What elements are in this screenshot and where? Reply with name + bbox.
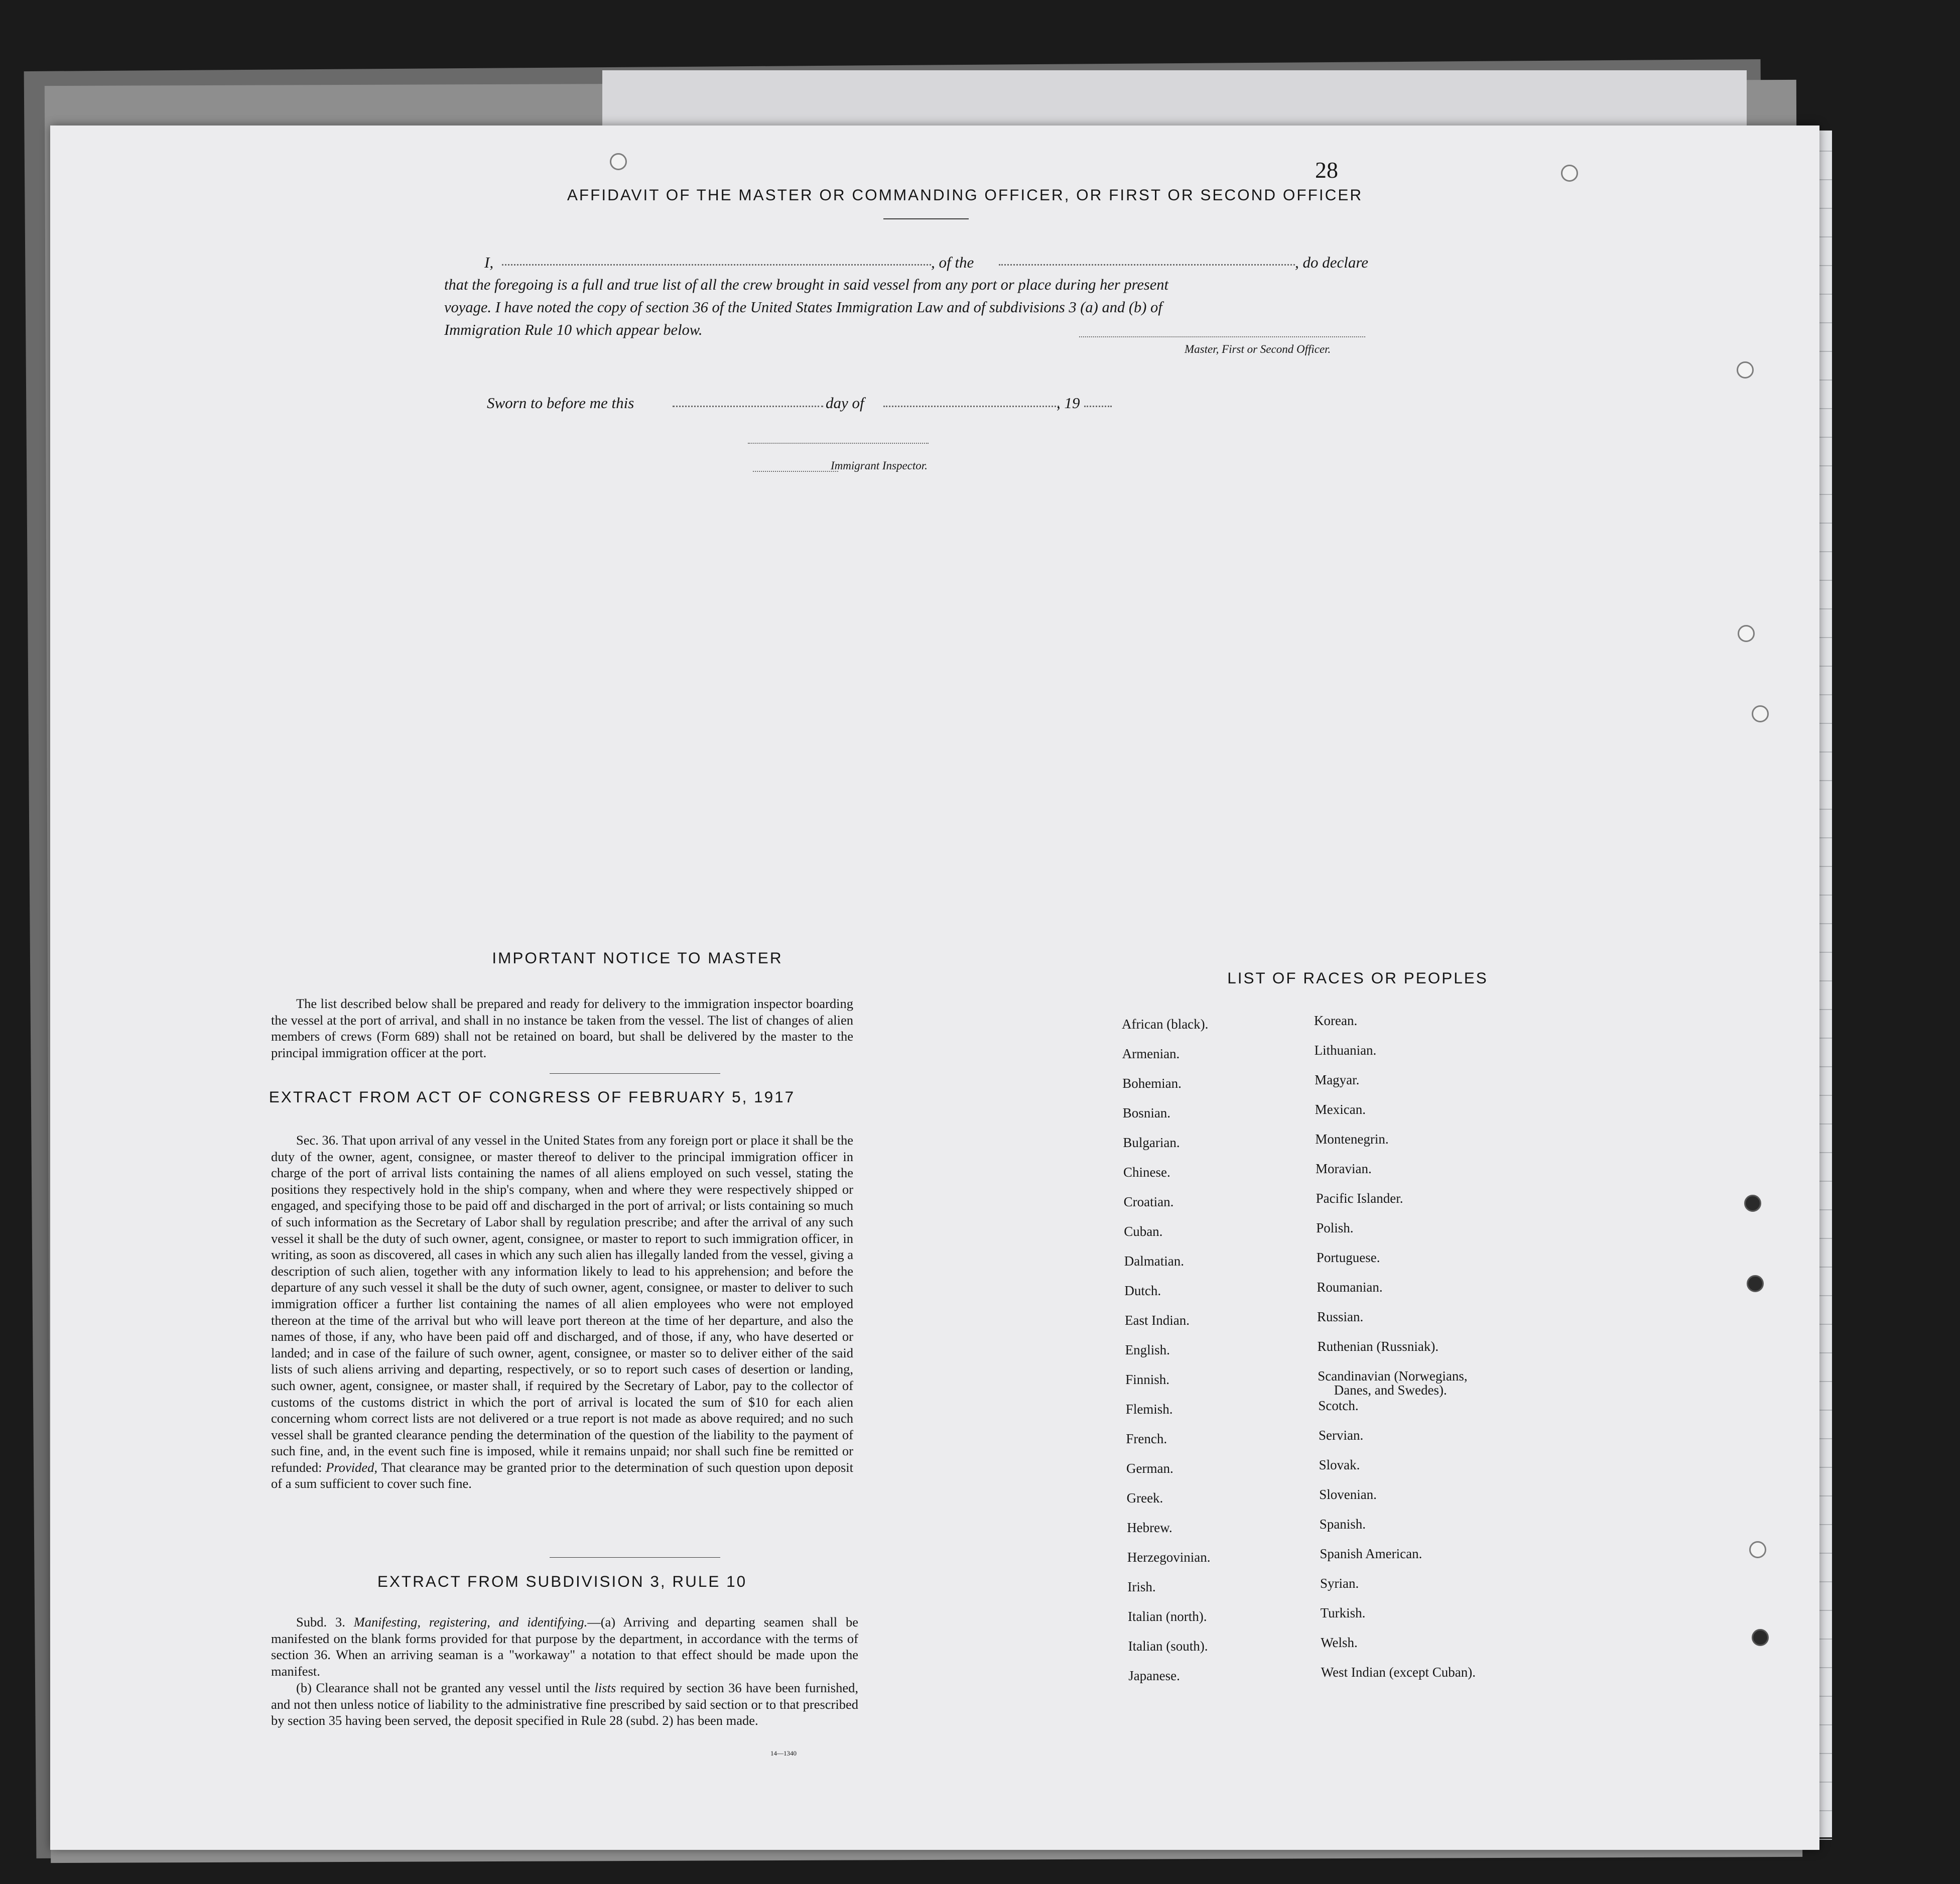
race-item: Bohemian.	[1122, 1076, 1182, 1091]
race-item: Spanish.	[1319, 1517, 1366, 1532]
race-item: West Indian (except Cuban).	[1321, 1665, 1476, 1680]
rule-a-text: —(a) Arriving and departing seamen shall be manifested on the blank forms provided for that purpose by the department, in accordance with the terms of section 36. When an arriving seaman is a "workaway" a notation to that effect should be made upon the manifest.	[271, 1614, 858, 1679]
race-item: Italian (north).	[1128, 1609, 1207, 1624]
notice-text: The list described below shall be prepared and ready for delivery to the immigration inspector boarding the vessel at the port of arrival, and shall in no instance be taken from the vessel. The list of changes of alien members of crews (Form 689) shall not be retained on board, but shall be delivered by the master to the principal immigration officer at the port.	[271, 996, 853, 1060]
rule-para-a	[271, 1614, 858, 1679]
race-item: Chinese.	[1123, 1165, 1170, 1180]
para-b-label: (b)	[296, 1680, 312, 1695]
notice-title: IMPORTANT NOTICE TO MASTER	[492, 949, 783, 967]
race-item: Croatian.	[1123, 1194, 1174, 1209]
race-item: Montenegrin.	[1315, 1132, 1389, 1147]
act-title: EXTRACT FROM ACT OF CONGRESS OF FEBRUARY 5, 1917	[269, 1088, 796, 1106]
race-item: Slovenian.	[1319, 1487, 1377, 1502]
act-text	[271, 1132, 853, 1492]
signature-blank	[1079, 336, 1365, 337]
name-blank	[502, 264, 931, 266]
inspector-caption: Immigrant Inspector.	[831, 459, 928, 472]
race-item: Magyar.	[1315, 1072, 1360, 1087]
race-item: Armenian.	[1122, 1046, 1180, 1061]
race-item: Bulgarian.	[1123, 1135, 1180, 1150]
affidavit-i: I,	[484, 254, 494, 271]
punch-hole	[610, 153, 627, 170]
punch-hole	[1737, 361, 1754, 379]
divider	[550, 1073, 720, 1074]
race-item: Portuguese.	[1316, 1250, 1380, 1265]
year-blank	[1084, 406, 1112, 407]
divider	[550, 1557, 720, 1558]
subd-label: Subd. 3.	[296, 1614, 345, 1629]
punch-hole	[1744, 1195, 1761, 1212]
form-number: 14—1340	[770, 1749, 797, 1757]
race-item: Bosnian.	[1122, 1105, 1171, 1120]
month-blank	[883, 406, 1059, 407]
sworn-year: , 19	[1057, 394, 1080, 412]
race-item: Irish.	[1127, 1579, 1156, 1594]
race-item: Polish.	[1316, 1220, 1354, 1235]
section-label: Sec. 36.	[296, 1133, 339, 1148]
race-item: Welsh.	[1321, 1635, 1358, 1650]
day-blank	[673, 406, 823, 407]
rule-para-b	[271, 1680, 858, 1729]
race-item: Roumanian.	[1317, 1280, 1383, 1295]
rule-title: EXTRACT FROM SUBDIVISION 3, RULE 10	[377, 1572, 747, 1590]
signature-caption: Master, First or Second Officer.	[1185, 343, 1331, 355]
document-page	[50, 125, 1819, 1850]
race-item: Dalmatian.	[1124, 1253, 1185, 1269]
act-body: That upon arrival of any vessel in the United States from any foreign port or place it shall be the duty of the owner, agent, consignee, or master thereof to deliver to the principal immigration officer in charge of the port of arrival lists containing the names of all aliens employed on such vessel, stating the positions they respectively hold in the ship's company, when and where they were respectively shipped or engaged, and specifying those to be paid off and discharged in the port of arrival; or lists containing so much of such information as the Secretary of Labor shall by regulation prescribe; and after the arrival of any such vessel it shall be the duty of such owner, agent, consignee, or master to report to such immigration officer, in writing, as soon as discovered, all cases in which any such alien has illegally landed from the vessel, giving a description of such alien, together with any information likely to lead to his apprehension; and before the departure of any such vessel it shall be the duty of such owner, agent, consignee, or master to deliver to such immigration officer a further list containing the names of all alien employees who were not employed thereon at the time of the arrival but who will leave port thereon at the time of her departure, and also the names of those, if any, who have been paid off and discharged, and of those, if any, who have deserted or landed; and in case of the failure of such owner, agent, consignee, or master so to deliver either of the said lists of such aliens arriving and departing, respectively, or so to report such cases of desertion or landing, such owner, agent, consignee, or master shall, if required by the Secretary of Labor, pay to the collector of customs of the customs district in which the port of arrival is located the sum of $10 for each alien concerning whom correct lists are not delivered or a true report is not made as above required; and no such vessel shall be granted clearance pending the determination of the question of the liability to the payment of such fine, and, in the event such fine is imposed, while it remains unpaid; nor shall such fine be remitted or refunded:	[271, 1133, 854, 1475]
inspector-blank	[753, 471, 838, 472]
affidavit-declare: , do declare	[1295, 254, 1369, 271]
race-item: Japanese.	[1128, 1668, 1180, 1683]
race-item: Russian.	[1317, 1309, 1364, 1324]
race-item: Turkish.	[1320, 1605, 1366, 1620]
rule-b-pre: Clearance shall not be granted any vessel until the	[316, 1680, 590, 1695]
rule-b-post: required by section 36 have been furnished, and not then unless notice of liability to the administrative fine prescribed by said section or to that prescribed by section 35 having been served, the deposit specified in Rule 28 (subd. 2) has been made.	[271, 1680, 859, 1728]
race-item: English.	[1125, 1342, 1170, 1357]
race-item: Pacific Islander.	[1316, 1191, 1403, 1206]
race-item: East Indian.	[1125, 1313, 1190, 1328]
race-item: Spanish American.	[1320, 1546, 1422, 1561]
race-item: Dutch.	[1124, 1283, 1161, 1298]
race-item: Scotch.	[1318, 1398, 1359, 1413]
race-item: Slovak.	[1319, 1457, 1360, 1472]
race-item: Cuban.	[1124, 1224, 1163, 1239]
rule-b-lists: lists	[594, 1680, 616, 1695]
race-item: Mexican.	[1315, 1102, 1366, 1117]
race-item: Herzegovinian.	[1127, 1550, 1211, 1565]
punch-hole	[1752, 1629, 1769, 1646]
race-item: Greek.	[1126, 1490, 1163, 1505]
sworn-day-of: day of	[826, 394, 864, 412]
race-item: Scandinavian (Norwegians,	[1318, 1368, 1468, 1384]
race-item: Finnish.	[1125, 1372, 1169, 1387]
race-item: Hebrew.	[1127, 1520, 1172, 1535]
punch-hole	[1738, 625, 1755, 642]
races-title: LIST OF RACES OR PEOPLES	[1227, 969, 1488, 987]
act-body-end: That clearance may be granted prior to the determination of such question upon deposit of a sum sufficient to cover such fine.	[271, 1459, 854, 1491]
race-item: Danes, and Swedes).	[1334, 1383, 1447, 1398]
race-item: Ruthenian (Russniak).	[1317, 1339, 1439, 1354]
affidavit-line: Immigration Rule 10 which appear below.	[444, 321, 703, 338]
divider	[883, 218, 969, 219]
punch-hole	[1749, 1541, 1766, 1558]
affidavit-title: AFFIDAVIT OF THE MASTER OR COMMANDING OFFICER, OR FIRST OR SECOND OFFICER	[567, 186, 1363, 204]
race-item: Italian (south).	[1128, 1639, 1208, 1654]
affidavit-line: that the foregoing is a full and true list of all the crew brought in said vessel from any port or place during her present	[444, 276, 1169, 293]
race-item: Servian.	[1319, 1428, 1364, 1443]
race-item: Korean.	[1314, 1013, 1358, 1028]
punch-hole	[1561, 165, 1578, 182]
race-item: French.	[1126, 1431, 1167, 1446]
punch-hole	[1747, 1275, 1764, 1292]
race-item: Syrian.	[1320, 1576, 1359, 1591]
race-item: African (black).	[1122, 1017, 1209, 1032]
inspector-blank	[748, 443, 929, 444]
race-item: Moravian.	[1316, 1161, 1372, 1176]
punch-hole	[1752, 705, 1769, 722]
race-item: Flemish.	[1125, 1402, 1173, 1417]
race-item: Lithuanian.	[1314, 1043, 1377, 1058]
affidavit-line: voyage. I have noted the copy of section 36 of the United States Immigration Law and of subdivisions 3 (a) and (b) of	[444, 299, 1162, 316]
page-number: 28	[1315, 157, 1338, 183]
sworn-prefix: Sworn to before me this	[487, 394, 634, 412]
affidavit-of-the: , of the	[931, 254, 974, 271]
proviso-word: Provided,	[326, 1459, 378, 1475]
vessel-blank	[999, 264, 1295, 266]
subd-heading: Manifesting, registering, and identifying.	[353, 1614, 588, 1629]
race-item: German.	[1126, 1461, 1173, 1476]
